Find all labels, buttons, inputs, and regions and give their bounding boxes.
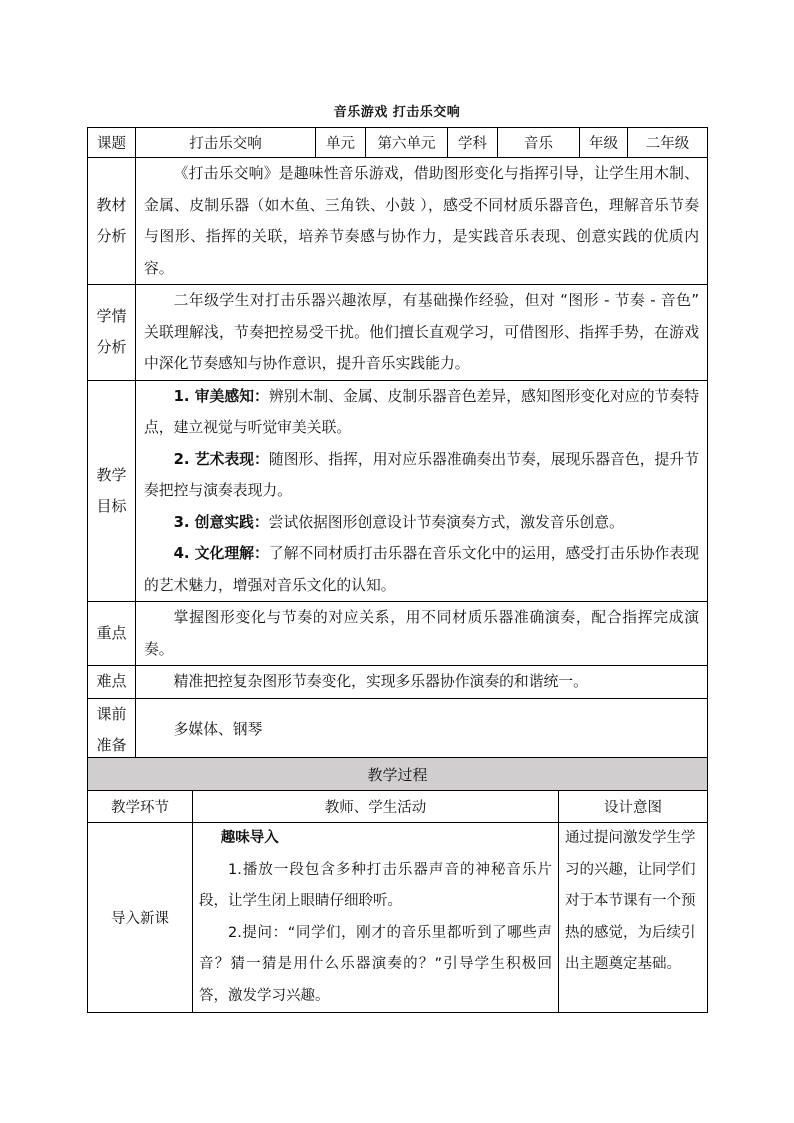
textbook-text: 《打击乐交响》是趣味性音乐游戏，借助图形变化与指挥引导，让学生用木制、金属、皮制乐器（如木鱼、三角铁、小鼓 ），感受不同材质乐器音色，理解音乐节奏与图形、指挥的关联，培养节奏感与协作力，是实践音乐表现、创意实践的优质内容。: [136, 158, 708, 285]
learner-label-line2: 分析: [96, 338, 127, 357]
textbook-label: [88, 158, 136, 285]
goals-label-line2: 目标: [96, 496, 127, 515]
goals-label-line1: 教学: [96, 465, 127, 484]
col-activity-header: 教师、学生活动: [193, 791, 559, 823]
goal-head: 1. 审美感知：: [173, 387, 269, 405]
teaching-process-table: [87, 757, 708, 1013]
goal-text: 了解不同材质打击乐器在音乐文化中的运用，感受打击乐协作表现的艺术魅力，增强对音乐文化的认知。: [144, 545, 699, 594]
goal-item: [144, 444, 699, 507]
textbook-label-line1: 教材: [96, 196, 127, 214]
goal-item: [144, 381, 699, 444]
process-heading-row: [88, 758, 708, 791]
prep-label-line1: 课前: [96, 704, 127, 723]
goal-text: 随图形、指挥，用对应乐器准确奏出节奏，展现乐器音色，提升节奏把控与演奏表现力。: [144, 450, 699, 499]
goals-label: [88, 380, 136, 602]
learner-label: [88, 285, 136, 381]
goal-head: 3. 创意实践：: [173, 513, 269, 531]
goals-list: [136, 380, 708, 602]
learner-text: 二年级学生对打击乐器兴趣浓厚，有基础操作经验，但对 “图形 - 节奏 - 音色” 关联理解浅，节奏把控易受干扰。他们擅长直观学习，可借图形、指挥手势，在游戏中深化节奏感知与协作意识，提升音乐实践能力。: [136, 285, 708, 381]
subject-label: 学科: [448, 128, 498, 158]
grade-label: 年级: [580, 128, 628, 158]
key-point-label: 重点: [88, 602, 136, 666]
activity-cell: [193, 823, 559, 1013]
goal-text: 辨别木制、金属、皮制乐器音色差异，感知图形变化对应的节奏特点，建立视觉与听觉审美关联。: [144, 387, 699, 436]
prep-label: [88, 698, 136, 761]
prep-label-line2: 准备: [96, 735, 127, 754]
intent-cell: 通过提问激发学生学习的兴趣，让同学们对于本节课有一个预热的感觉，为后续引出主题奠定基础。: [559, 823, 708, 1013]
activity-step: 2.提问：“同学们，刚才的音乐里都听到了哪些声音？猜一猜是用什么乐器演奏的？”引导学生积极回答，激发学习兴趣。: [199, 924, 552, 1004]
stage-cell: 导入新课: [88, 823, 193, 1013]
goal-item: [144, 507, 699, 539]
col-intent-header: 设计意图: [559, 791, 708, 823]
goal-text: 尝试依据图形创意设计节奏演奏方式，激发音乐创意。: [268, 513, 624, 531]
topic-value: 打击乐交响: [136, 128, 316, 158]
topic-label: 课题: [88, 128, 136, 158]
goal-item: [144, 538, 699, 601]
col-stage-header: 教学环节: [88, 791, 193, 823]
key-point-text: 掌握图形变化与节奏的对应关系，用不同材质乐器准确演奏，配合指挥完成演奏。: [136, 602, 708, 666]
learner-row: [88, 285, 708, 381]
prep-text: 多媒体、钢琴: [136, 698, 708, 761]
page-title: 音乐游戏 打击乐交响: [333, 105, 461, 120]
prep-row: [88, 698, 708, 761]
goal-head: 2. 艺术表现：: [173, 450, 269, 468]
unit-label: 单元: [316, 128, 366, 158]
learner-label-line1: 学情: [96, 307, 127, 326]
process-columns-row: [88, 791, 708, 823]
textbook-row: [88, 158, 708, 285]
unit-value: 第六单元: [366, 128, 448, 158]
textbook-label-line2: 分析: [96, 227, 127, 245]
key-point-row: [88, 602, 708, 666]
goals-row: [88, 380, 708, 602]
process-row: [88, 823, 708, 1013]
subject-value: 音乐: [498, 128, 580, 158]
process-heading: 教学过程: [88, 758, 708, 791]
header-row: [88, 128, 708, 158]
difficulty-label: 难点: [88, 666, 136, 699]
lesson-info-table: [87, 127, 708, 762]
difficulty-text: 精准把控复杂图形节奏变化，实现多乐器协作演奏的和谐统一。: [136, 666, 708, 699]
difficulty-row: [88, 666, 708, 699]
grade-value: 二年级: [628, 128, 708, 158]
activity-step: 1.播放一段包含多种打击乐器声音的神秘音乐片段，让学生闭上眼睛仔细聆听。: [199, 861, 552, 909]
activity-subtitle: 趣味导入: [220, 830, 279, 846]
goal-head: 4. 文化理解：: [173, 545, 269, 562]
